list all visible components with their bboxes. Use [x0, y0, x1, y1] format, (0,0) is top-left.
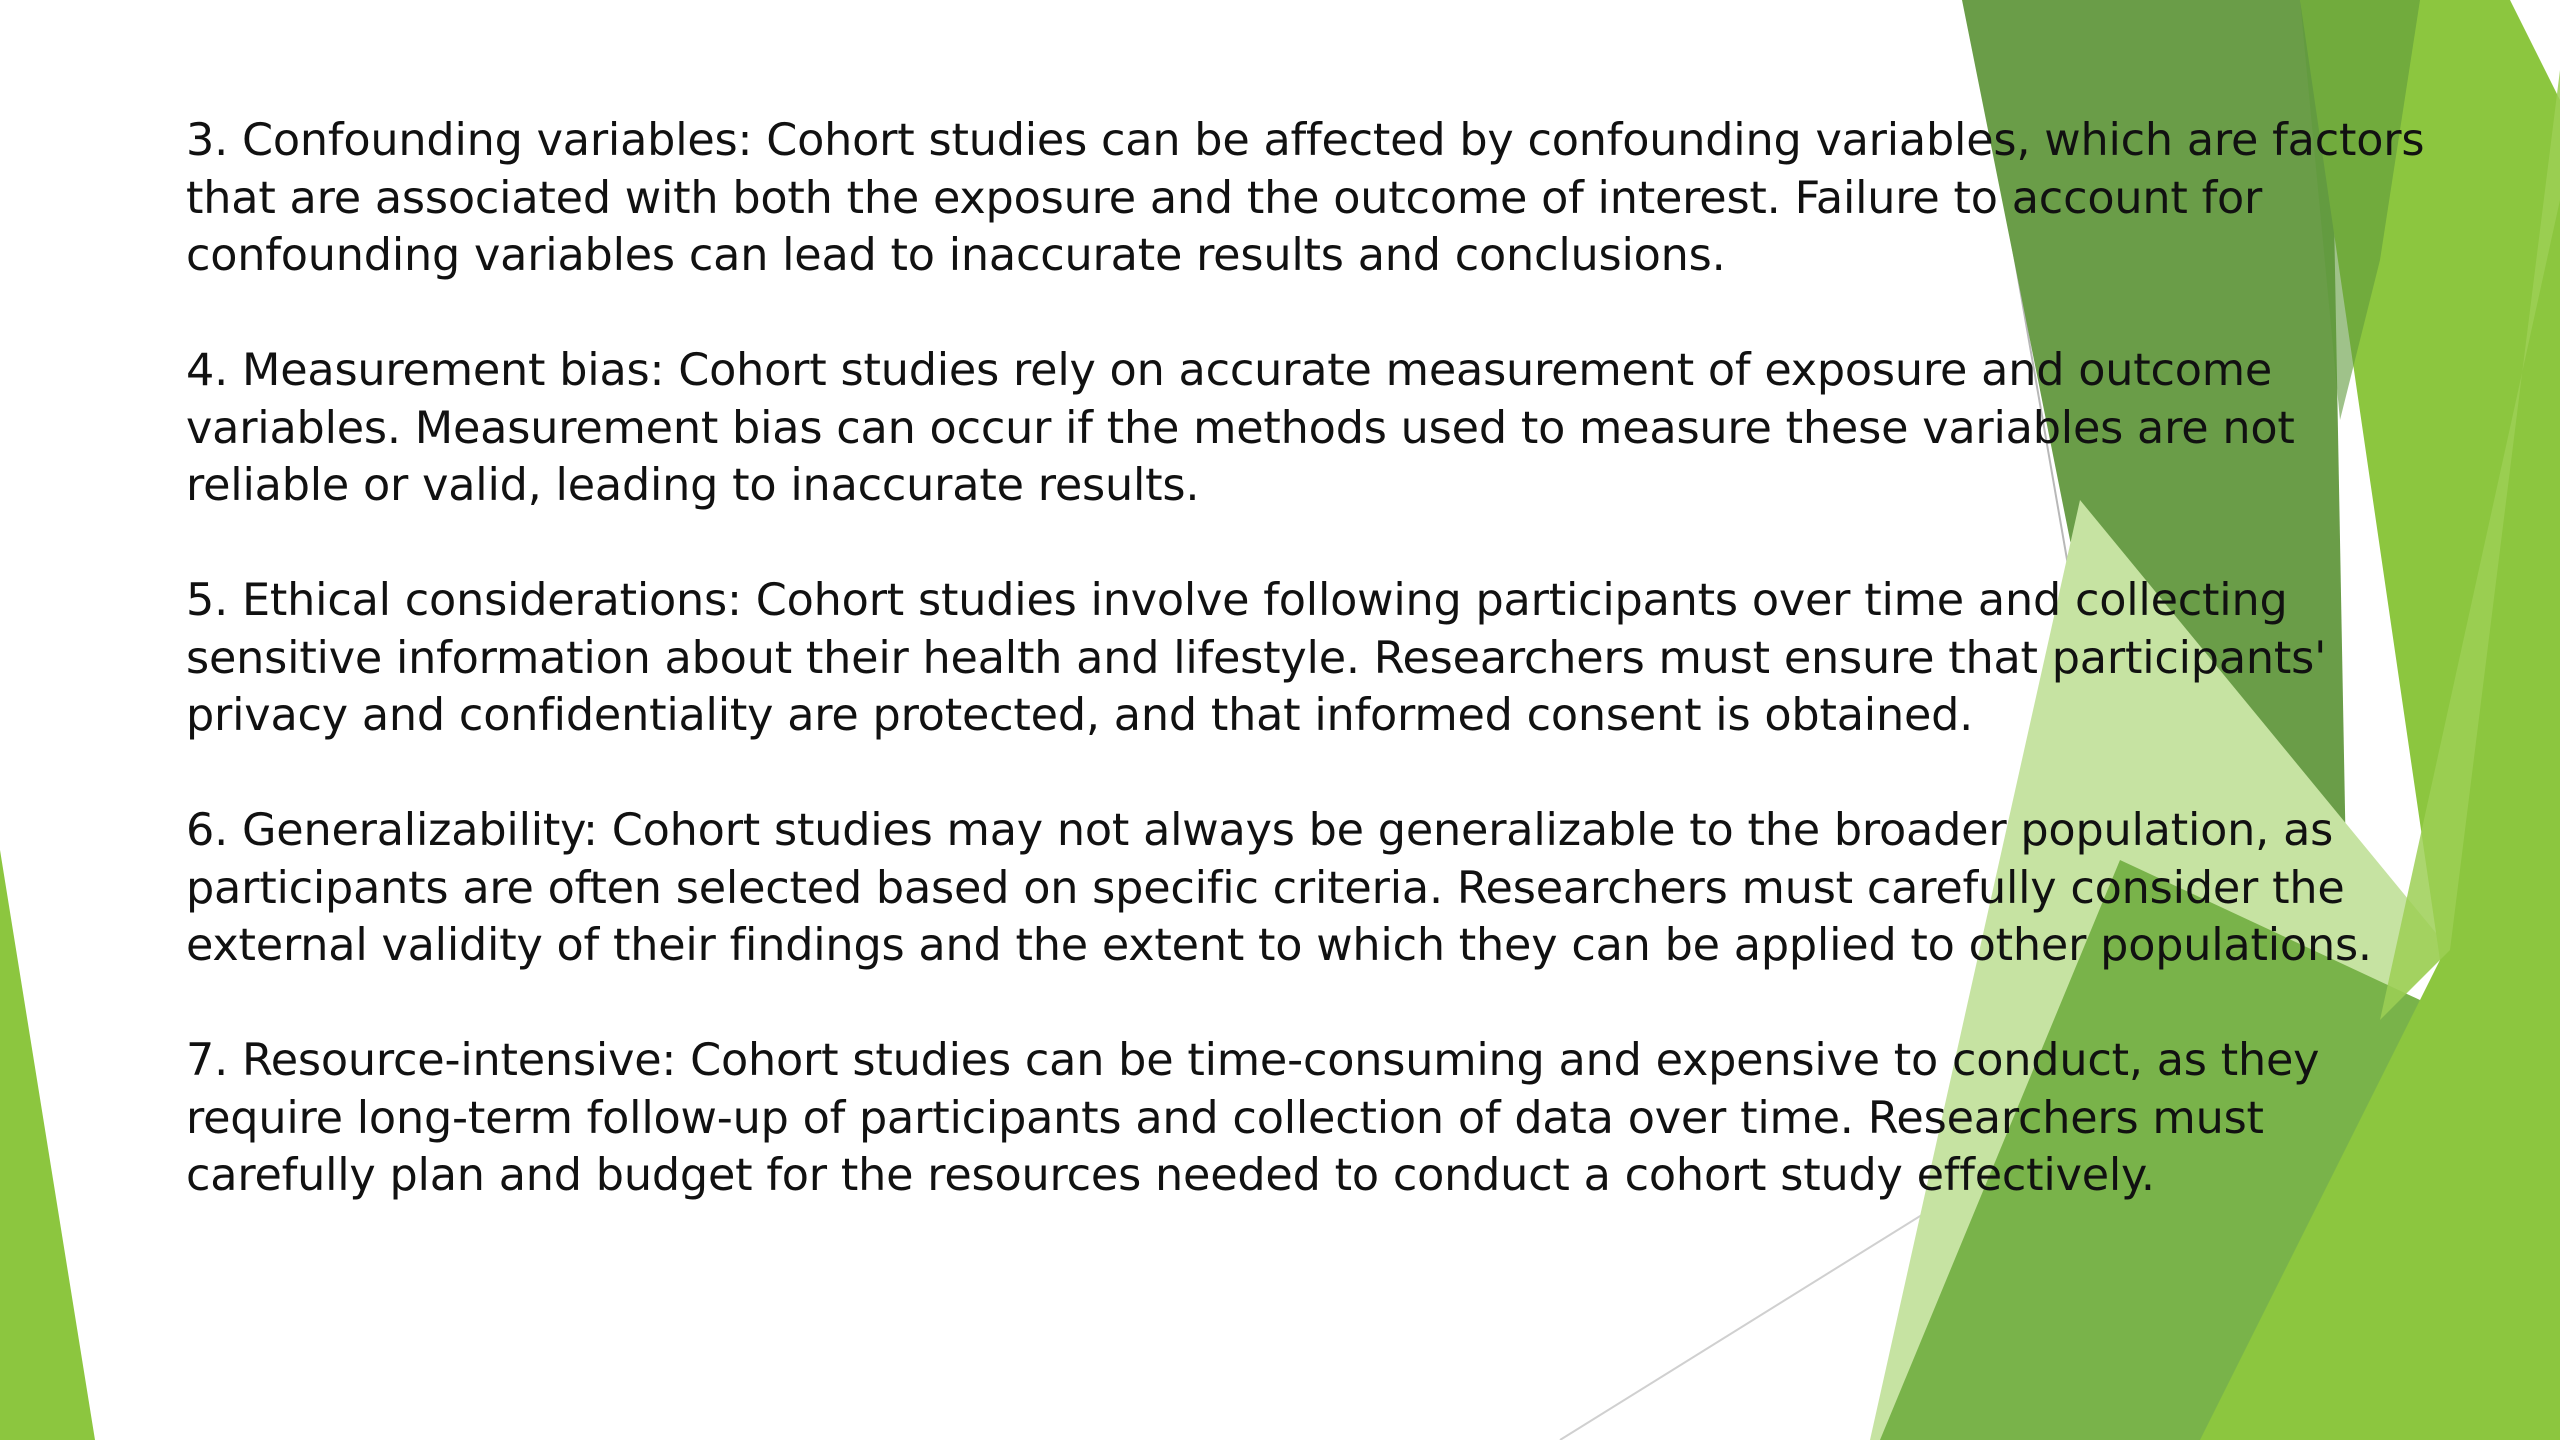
paragraph-line: 5. Ethical considerations: Cohort studies involve following participants over time and collecting	[186, 575, 2288, 626]
paragraph-line: 7. Resource-intensive: Cohort studies can be time-consuming and expensive to conduct, as they	[186, 1035, 2320, 1086]
paragraph-line: variables. Measurement bias can occur if the methods used to measure these variables are not	[186, 402, 2295, 454]
paragraph-6	[186, 802, 2426, 975]
paragraph-7	[186, 1032, 2426, 1205]
paragraph-line: participants are often selected based on specific criteria. Researchers must carefully consider the	[186, 862, 2345, 914]
paragraph-5	[186, 572, 2426, 745]
paragraph-line: that are associated with both the exposure and the outcome of interest. Failure to account for	[186, 172, 2263, 224]
paragraph-line: confounding variables can lead to inaccurate results and conclusions.	[186, 230, 1726, 281]
paragraph-line: privacy and confidentiality are protected, and that informed consent is obtained.	[186, 690, 1974, 741]
paragraph-line: sensitive information about their health and lifestyle. Researchers must ensure that participants'	[186, 632, 2327, 684]
left-green-sliver	[0, 850, 95, 1440]
slide-text-content	[186, 112, 2426, 1262]
paragraph-4	[186, 342, 2426, 515]
paragraph-line: carefully plan and budget for the resources needed to conduct a cohort study effectively.	[186, 1150, 2155, 1201]
paragraph-line: require long-term follow-up of participants and collection of data over time. Researchers must	[186, 1092, 2264, 1144]
paragraph-line: 6. Generalizability: Cohort studies may not always be generalizable to the broader population, as	[186, 805, 2334, 856]
paragraph-3	[186, 112, 2426, 285]
paragraph-line: external validity of their findings and the extent to which they can be applied to other populations.	[186, 920, 2372, 971]
paragraph-line: reliable or valid, leading to inaccurate results.	[186, 460, 1200, 511]
paragraph-line: 3. Confounding variables: Cohort studies can be affected by confounding variables, which are factors	[186, 115, 2425, 166]
paragraph-line: 4. Measurement bias: Cohort studies rely on accurate measurement of exposure and outcome	[186, 345, 2273, 396]
